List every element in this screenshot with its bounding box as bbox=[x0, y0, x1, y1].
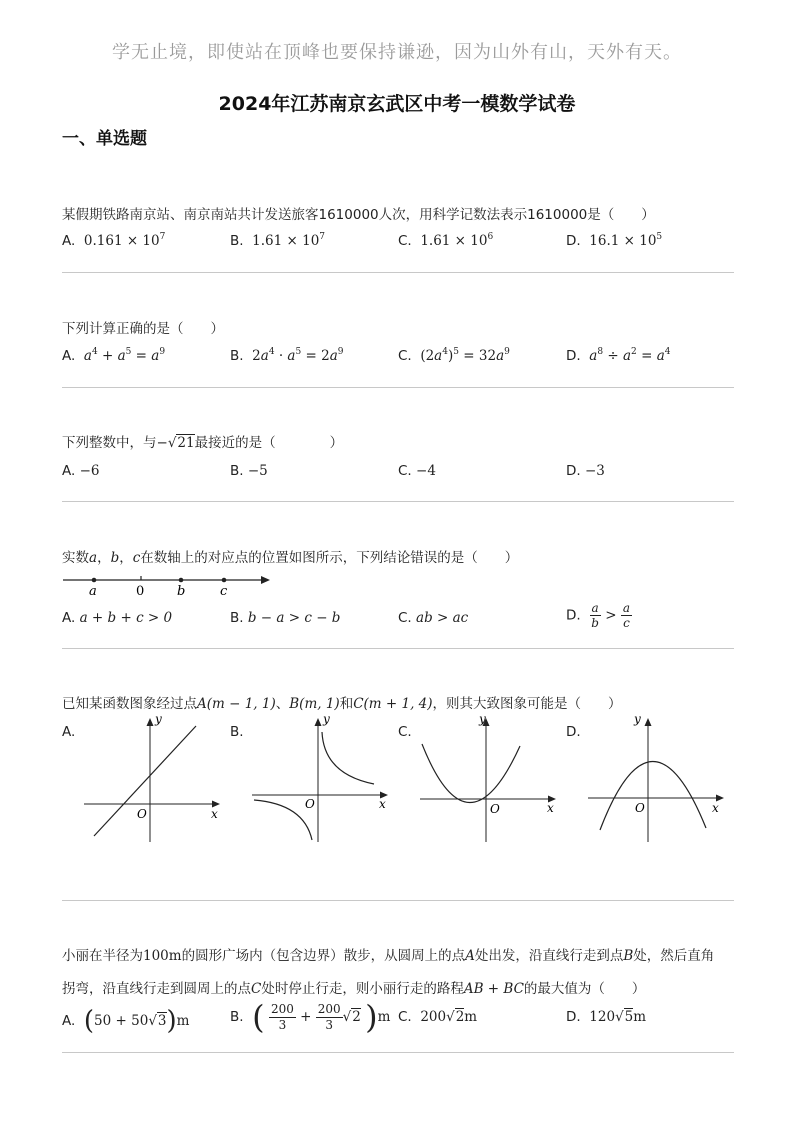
section-heading: 一、单选题 bbox=[62, 129, 147, 149]
q2-option-c[interactable]: C. $(2a^4)^5 = 32a^9$ bbox=[398, 347, 510, 364]
hyperbola-branch-2 bbox=[254, 800, 312, 840]
q4-option-a[interactable]: A. a + b + c > 0 bbox=[62, 610, 173, 626]
svg-text:O: O bbox=[137, 807, 147, 821]
q6-stem-line1: 小丽在半径为100m的圆形广场内（包含边界）散步，从圆周上的点A处出发，沿直线行走到点B处，然后直角 bbox=[62, 948, 715, 964]
q6-option-b[interactable]: B. ( $\frac{200}{3}$ + $\frac{200}{3}$ √2 )m bbox=[230, 998, 391, 1036]
svg-text:y: y bbox=[155, 712, 162, 726]
q5-graph-a[interactable] bbox=[80, 712, 225, 847]
q6-option-d[interactable]: D. 120√5m bbox=[566, 1009, 647, 1025]
q4-option-c[interactable]: C. ab > ac bbox=[398, 610, 469, 626]
point-a bbox=[92, 578, 97, 583]
q2-option-b[interactable]: B. $2a^4 \cdot a^5 = 2a^9$ bbox=[230, 347, 344, 364]
svg-text:y: y bbox=[634, 712, 641, 726]
q6-option-c[interactable]: C. 200√2m bbox=[398, 1009, 478, 1025]
q4-option-b[interactable]: B. b − a > c − b bbox=[230, 610, 341, 626]
svg-text:x: x bbox=[379, 797, 386, 811]
svg-text:O: O bbox=[635, 801, 645, 815]
divider bbox=[62, 648, 734, 649]
point-c bbox=[222, 578, 227, 583]
q6-option-a[interactable]: A. (50 + 50√3)m bbox=[62, 1006, 190, 1036]
svg-text:x: x bbox=[547, 801, 554, 815]
label-c: c bbox=[220, 584, 228, 598]
label-a: a bbox=[89, 584, 97, 598]
svg-text:y: y bbox=[323, 712, 330, 726]
q3-option-b[interactable]: B. −5 bbox=[230, 463, 268, 479]
q3-option-d[interactable]: D. −3 bbox=[566, 463, 605, 479]
hyperbola-branch-1 bbox=[322, 732, 374, 784]
q1-option-d[interactable]: D. $16.1 \times 10^5$ bbox=[566, 232, 663, 249]
q5-option-b-label[interactable]: B. bbox=[230, 724, 244, 740]
divider bbox=[62, 501, 734, 502]
q5-stem: 已知某函数图象经过点A(m − 1, 1)、B(m, 1)和C(m + 1, 4)，则其大致图象可能是（ ） bbox=[62, 696, 622, 712]
number-line-arrow bbox=[261, 576, 270, 584]
page-title: 2024年江苏南京玄武区中考一模数学试卷 bbox=[218, 93, 576, 115]
divider bbox=[62, 1052, 734, 1053]
svg-text:x: x bbox=[211, 807, 218, 821]
number-line-figure bbox=[60, 568, 275, 598]
q4-option-d[interactable]: D. $\frac{a}{b}$ > $\frac{a}{c}$ bbox=[566, 601, 631, 630]
q5-option-d-label[interactable]: D. bbox=[566, 724, 581, 740]
q5-graph-d[interactable] bbox=[584, 712, 729, 847]
q1-option-a[interactable]: A. $0.161 \times 10^7$ bbox=[62, 232, 166, 249]
parabola-down bbox=[600, 761, 706, 830]
q5-option-c-label[interactable]: C. bbox=[398, 724, 412, 740]
q3-stem: 下列整数中，与−√21最接近的是（ ） bbox=[62, 435, 344, 451]
svg-text:x: x bbox=[712, 801, 719, 815]
q2-option-a[interactable]: A. $a^4 + a^5 = a^9$ bbox=[62, 347, 166, 364]
label-zero: 0 bbox=[136, 584, 145, 598]
divider bbox=[62, 272, 734, 273]
q1-option-c[interactable]: C. $1.61 \times 10^6$ bbox=[398, 232, 494, 249]
q3-option-c[interactable]: C. −4 bbox=[398, 463, 436, 479]
svg-text:O: O bbox=[490, 802, 500, 816]
q6-stem-line2: 拐弯，沿直线行走到圆周上的点C处时停止行走，则小丽行走的路程AB + BC的最大值为（ ） bbox=[62, 981, 646, 997]
divider bbox=[62, 387, 734, 388]
q1-option-b[interactable]: B. $1.61 \times 10^7$ bbox=[230, 232, 326, 249]
label-b: b bbox=[177, 584, 186, 598]
parabola-up bbox=[422, 744, 520, 803]
q2-stem: 下列计算正确的是（ ） bbox=[62, 321, 224, 337]
q2-option-d[interactable]: D. $a^8 \div a^2 = a^4$ bbox=[566, 347, 671, 364]
motto-header: 学无止境，即使站在顶峰也要保持谦逊，因为山外有山，天外有天。 bbox=[112, 42, 682, 63]
q5-option-a-label[interactable]: A. bbox=[62, 724, 76, 740]
q5-graph-b[interactable] bbox=[248, 712, 393, 847]
divider bbox=[62, 900, 734, 901]
svg-text:O: O bbox=[305, 797, 315, 811]
q3-option-a[interactable]: A. −6 bbox=[62, 463, 100, 479]
q5-graph-c[interactable] bbox=[416, 712, 561, 847]
q4-stem: 实数a，b，c在数轴上的对应点的位置如图所示，下列结论错误的是（ ） bbox=[62, 550, 519, 566]
q1-stem: 某假期铁路南京站、南京南站共计发送旅客1610000人次，用科学记数法表示1610000是（ ） bbox=[62, 207, 655, 223]
point-b bbox=[179, 578, 184, 583]
svg-text:y: y bbox=[479, 712, 486, 726]
